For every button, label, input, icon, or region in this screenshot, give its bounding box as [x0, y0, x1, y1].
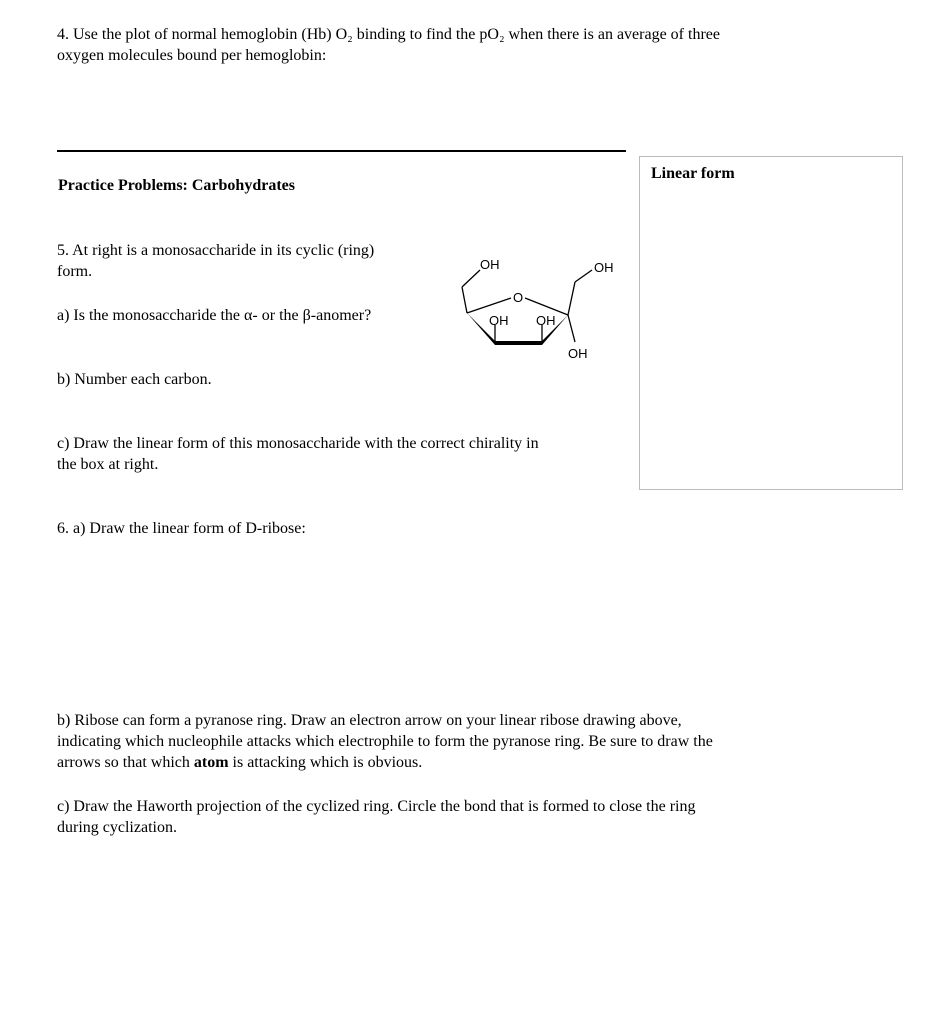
q4-line1: 4. Use the plot of normal hemoglobin (Hb) O₂ binding to find the pO₂ when there is an average of three: [57, 26, 720, 43]
q5-b: b) Number each carbon.: [57, 371, 212, 388]
q6-c1: c) Draw the Haworth projection of the cyclized ring. Circle the bond that is formed to close the ring: [57, 798, 696, 815]
q6-c2: during cyclization.: [57, 819, 177, 836]
section-title: Practice Problems: Carbohydrates: [58, 177, 295, 194]
q5-c2: the box at right.: [57, 456, 159, 473]
q5-intro2: form.: [57, 263, 93, 280]
box-label: Linear form: [651, 165, 735, 182]
oh-label: OH: [594, 260, 614, 275]
q6-b1: b) Ribose can form a pyranose ring. Draw an electron arrow on your linear ribose drawing above,: [57, 712, 682, 729]
oh-label: OH: [536, 313, 556, 328]
oh-label: OH: [568, 346, 588, 361]
text: is attacking which is obvious.: [228, 754, 423, 771]
ring-oxygen-label: O: [513, 290, 524, 305]
q6-b2: indicating which nucleophile attacks which electrophile to form the pyranose ring. Be sure to draw the: [57, 733, 713, 750]
q5-intro1: 5. At right is a monosaccharide in its cyclic (ring): [57, 242, 375, 259]
text: arrows so that which: [57, 754, 194, 771]
q6-a: 6. a) Draw the linear form of D-ribose:: [57, 520, 306, 537]
furanose-structure: [0, 0, 941, 400]
q6-b3: [57, 752, 422, 773]
emphasis: atom: [193, 754, 229, 771]
oh-label: OH: [489, 313, 509, 328]
q4-line2: oxygen molecules bound per hemoglobin:: [57, 47, 327, 64]
q5-c1: c) Draw the linear form of this monosaccharide with the correct chirality in: [57, 435, 539, 452]
oh-label: OH: [480, 257, 500, 272]
q5-a: a) Is the monosaccharide the α- or the β-anomer?: [57, 307, 372, 324]
